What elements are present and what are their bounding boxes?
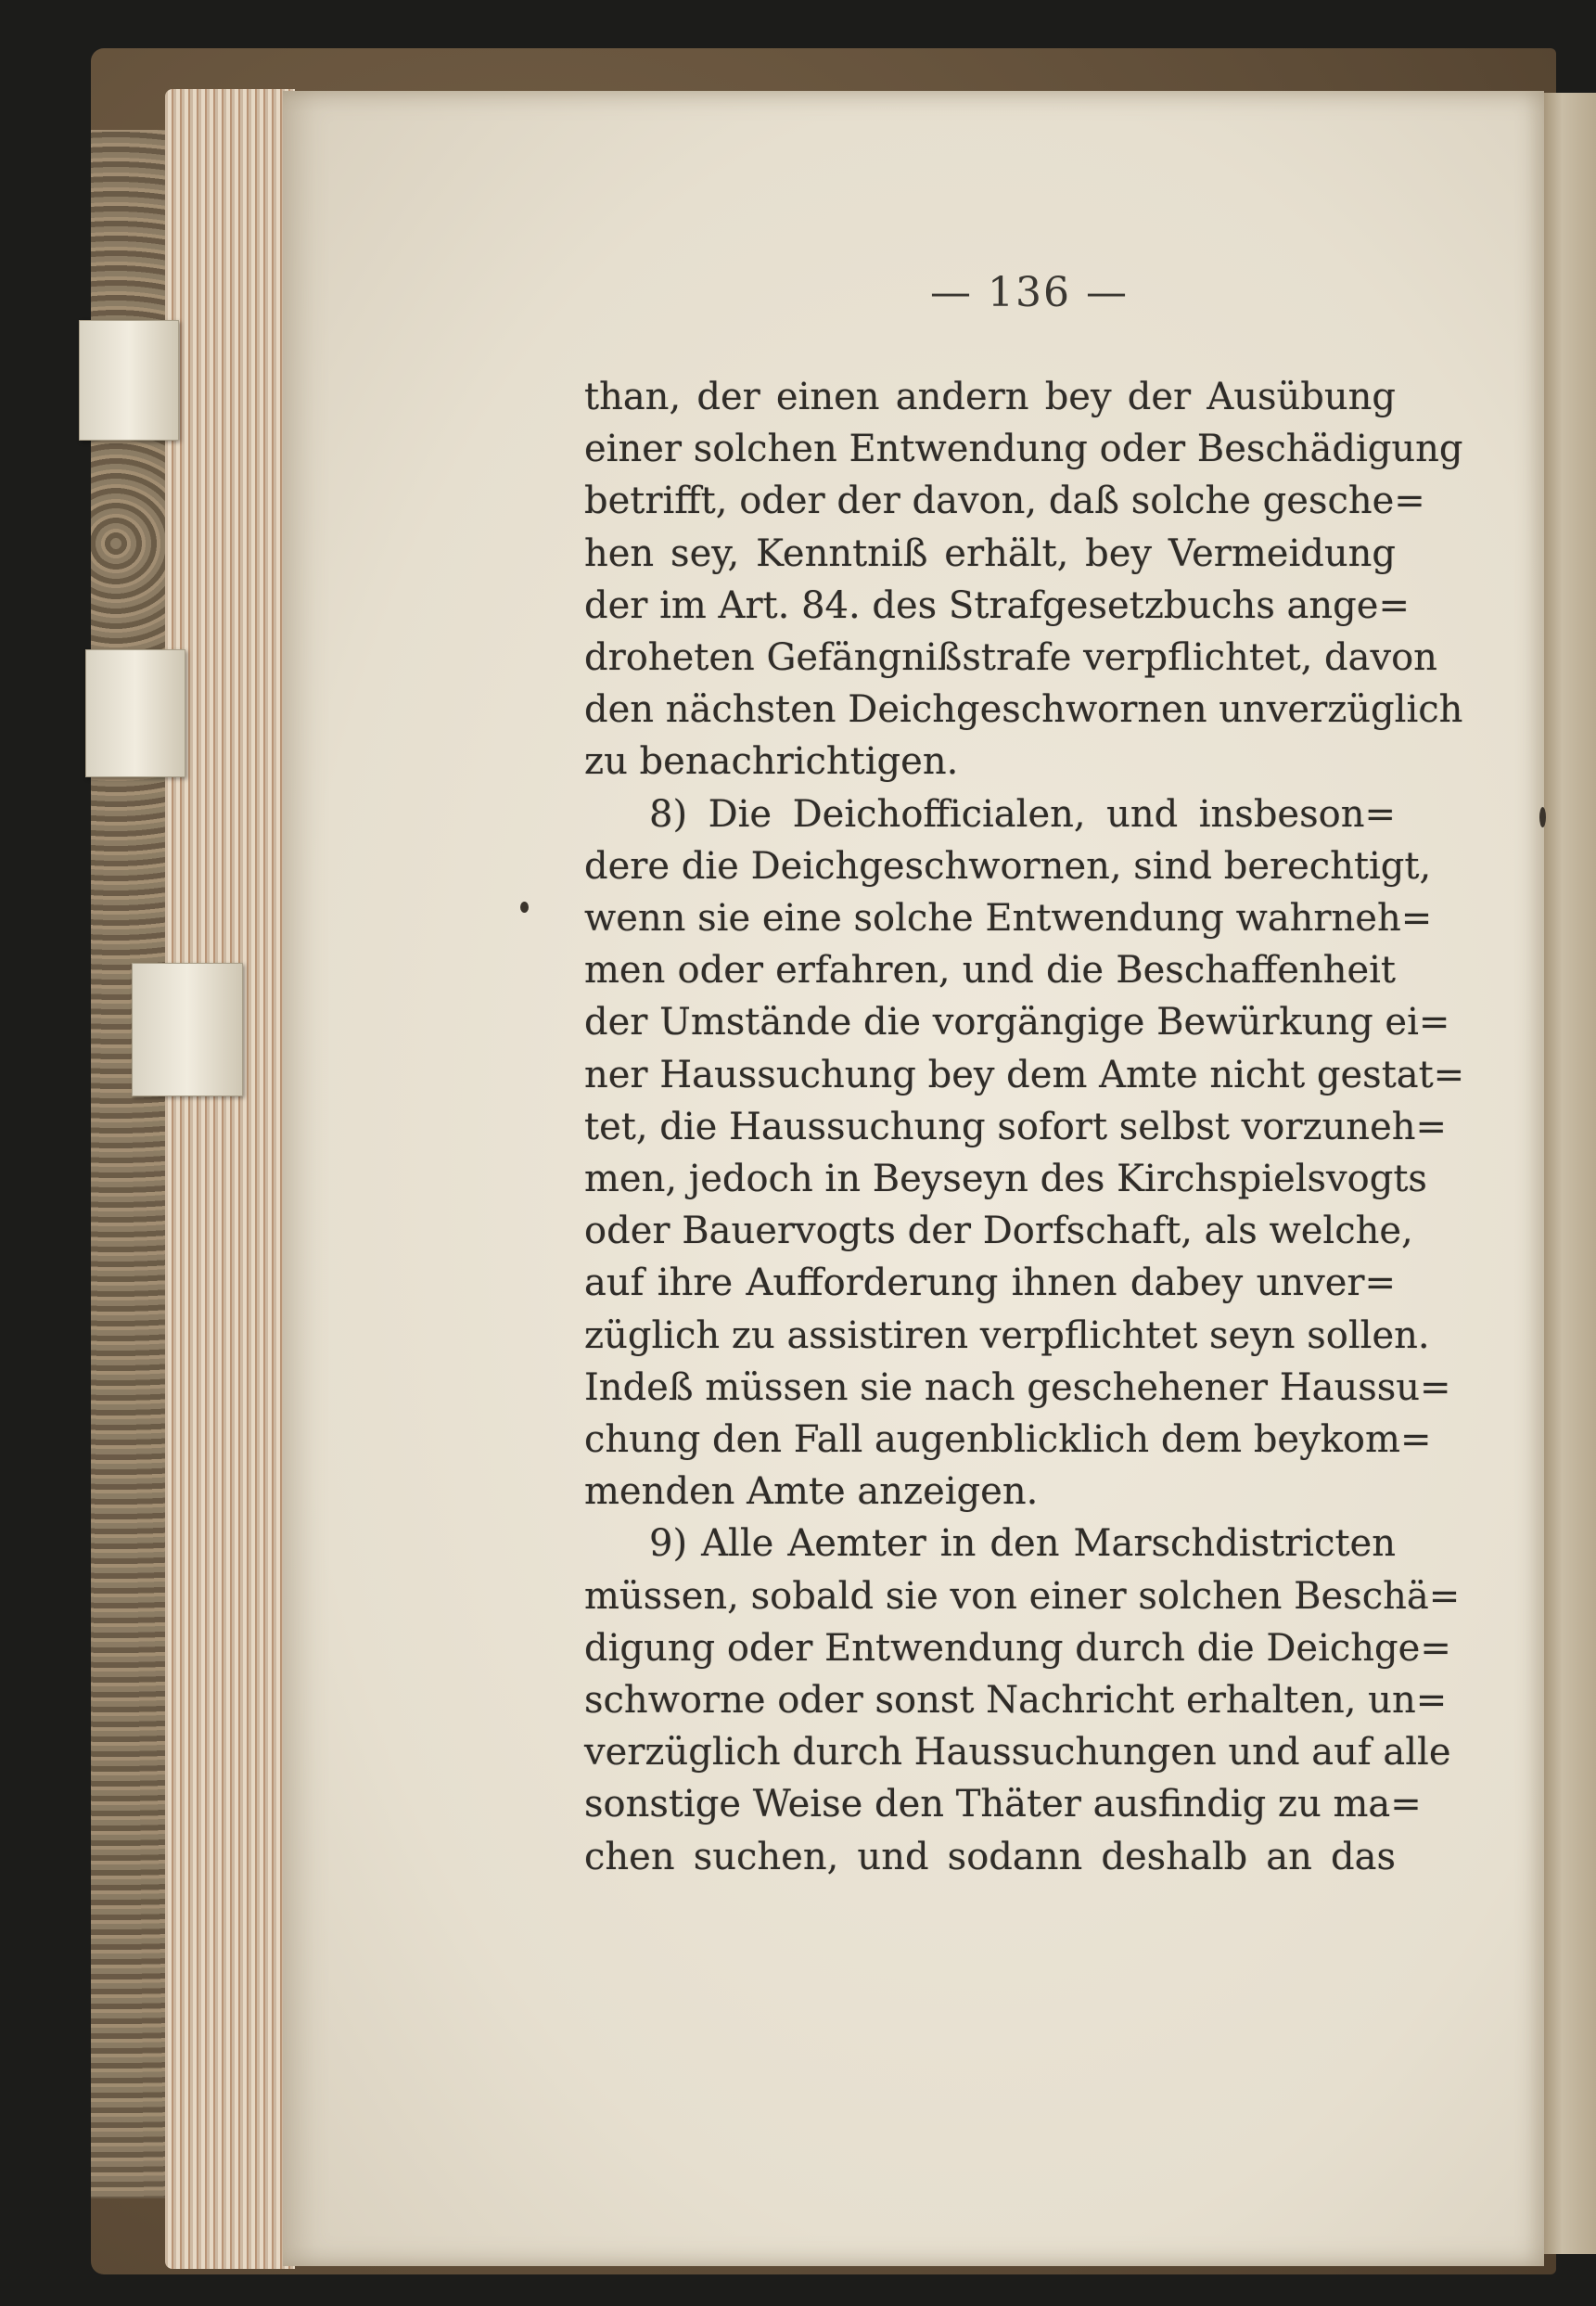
page-tab-marker[interactable] — [79, 320, 179, 441]
page-tab-marker[interactable] — [85, 649, 185, 777]
text-line: betrifft, oder der davon, daß solche gesche= — [584, 480, 1425, 523]
text-line: züglich zu assistiren verpflichtet seyn sollen. — [584, 1313, 1430, 1357]
text-line: dere die Deichgeschwornen, sind berechtigt, — [584, 844, 1432, 888]
text-line: müssen, sobald sie von einer solchen Beschä= — [584, 1574, 1461, 1618]
ink-spot — [520, 902, 529, 913]
ink-spot — [1539, 807, 1546, 827]
text-line: verzüglich durch Haussuchungen und auf alle — [584, 1731, 1451, 1774]
page-tab-marker[interactable] — [132, 963, 243, 1096]
paragraph-start: 8) Die Deichofficialen, und insbeson= — [649, 792, 1396, 836]
text-line: der im Art. 84. des Strafgesetzbuchs ange= — [584, 583, 1410, 627]
text-line: wenn sie eine solche Entwendung wahrneh= — [584, 897, 1433, 941]
text-line: men, jedoch in Beyseyn des Kirchspielsvogts — [584, 1158, 1427, 1201]
page-stack-edges — [165, 89, 295, 2269]
text-line: chen suchen, und sodann deshalb an das — [584, 1835, 1396, 1878]
text-line: auf ihre Aufforderung ihnen dabey unver= — [584, 1262, 1396, 1305]
text-line: tet, die Haussuchung sofort selbst vorzuneh= — [584, 1105, 1448, 1148]
text-line: den nächsten Deichgeschwornen unverzüglich — [584, 688, 1463, 732]
text-line: droheten Gefängnißstrafe verpflichtet, davon — [584, 636, 1437, 680]
text-line: sonstige Weise den Thäter ausfindig zu ma= — [584, 1783, 1422, 1826]
page-number: — 136 — — [930, 269, 1129, 316]
text-line: zu benachrichtigen. — [584, 740, 959, 784]
body-text — [584, 371, 1465, 1883]
text-line: Indeß müssen sie nach geschehener Haussu= — [584, 1365, 1451, 1409]
text-line: chung den Fall augenblicklich dem beykom= — [584, 1418, 1432, 1462]
text-line: digung oder Entwendung durch die Deichge= — [584, 1626, 1451, 1670]
paragraph-start: 9) Alle Aemter in den Marschdistricten — [649, 1522, 1396, 1566]
text-line: oder Bauervogts der Dorfschaft, als welche, — [584, 1210, 1413, 1253]
text-line: menden Amte anzeigen. — [584, 1470, 1039, 1514]
text-line: ner Haussuchung bey dem Amte nicht gestat= — [584, 1053, 1465, 1096]
text-line: der Umstände die vorgängige Bewürkung ei= — [584, 1001, 1450, 1044]
facing-page-edge — [1539, 93, 1596, 2254]
text-line: schworne oder sonst Nachricht erhalten, un= — [584, 1679, 1448, 1723]
text-line: men oder erfahren, und die Beschaffenheit — [584, 949, 1396, 993]
text-line: hen sey, Kenntniß erhält, bey Vermeidung — [584, 532, 1396, 575]
text-line: einer solchen Entwendung oder Beschädigung — [584, 428, 1463, 471]
text-line: than, der einen andern bey der Ausübung — [584, 376, 1396, 418]
